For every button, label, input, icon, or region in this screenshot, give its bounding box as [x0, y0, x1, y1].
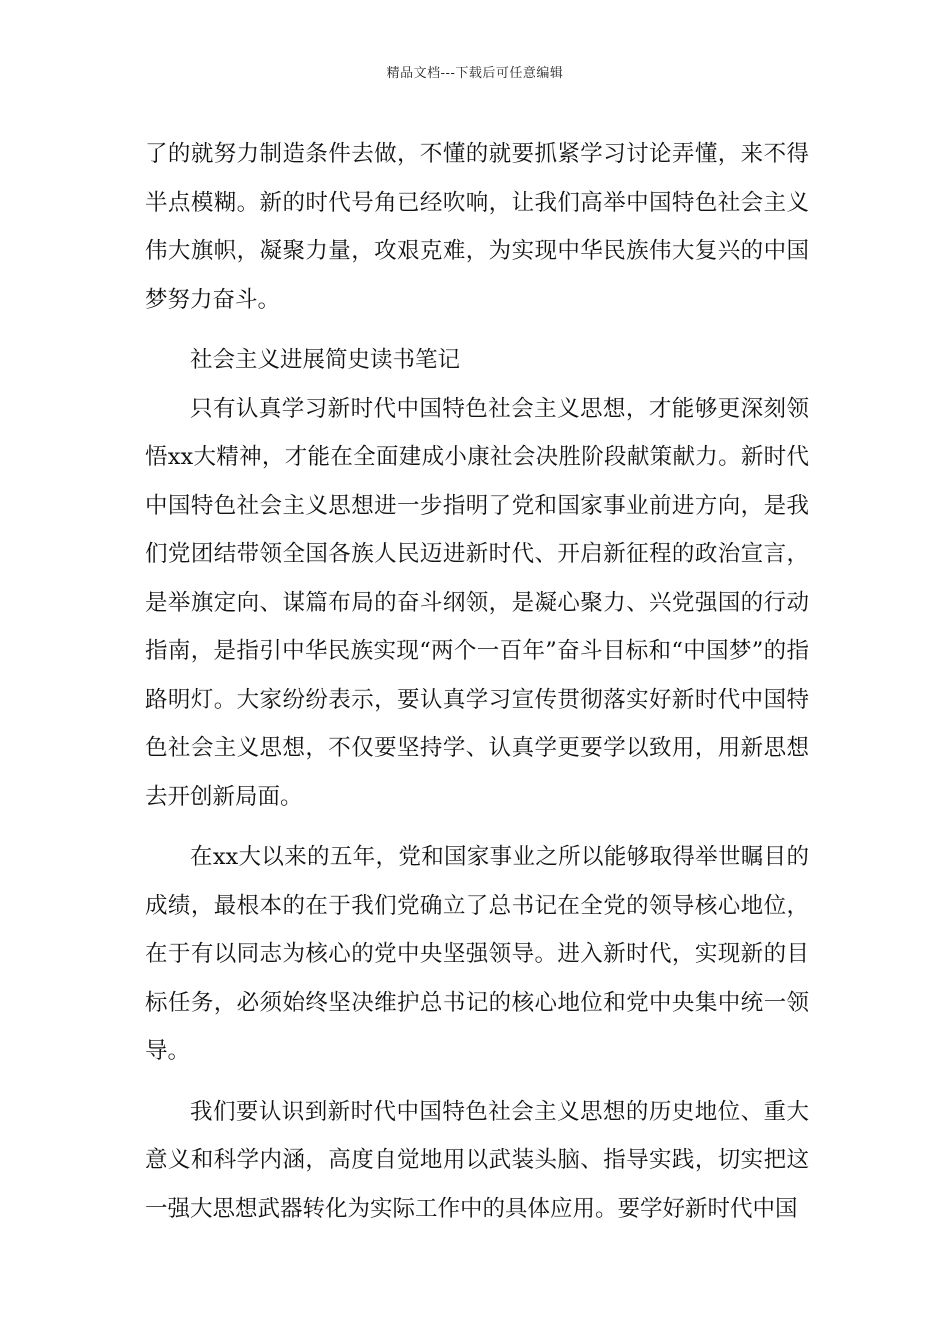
section-title: 社会主义进展简史读书笔记 [190, 347, 461, 373]
document-body [145, 130, 809, 1233]
paragraph: 在xx大以来的五年，党和国家事业之所以能够取得举世瞩目的成绩，最根本的在于我们党确立了总书记在全党的领导核心地位，在于有以同志为核心的党中央坚强领导。进入新时代，实现新的目标任务，必须始终坚决维护总书记的核心地位和党中央集中统一领导。 [145, 844, 809, 1064]
paragraph-continuation: 了的就努力制造条件去做，不懂的就要抓紧学习讨论弄懂，来不得半点模糊。新的时代号角已经吹响，让我们高举中国特色社会主义伟大旗帜，凝聚力量，攻艰克难，为实现中华民族伟大复兴的中国梦努力奋斗。 [145, 141, 809, 313]
paragraph: 我们要认识到新时代中国特色社会主义思想的历史地位、重大意义和科学内涵，高度自觉地用以武装头脑、指导实践，切实把这一强大思想武器转化为实际工作中的具体应用。要学好新时代中国 [145, 1098, 809, 1222]
paragraph: 只有认真学习新时代中国特色社会主义思想，才能够更深刻领悟xx大精神，才能在全面建成小康社会决胜阶段献策献力。新时代中国特色社会主义思想进一步指明了党和国家事业前进方向，是我们党团结带领全国各族人民迈进新时代、开启新征程的政治宣言，是举旗定向、谋篇布局的奋斗纲领，是凝心聚力、兴党强国的行动指南，是指引中华民族实现“两个一百年”奋斗目标和“中国梦”的指路明灯。大家纷纷表示，要认真学习宣传贯彻落实好新时代中国特色社会主义思想，不仅要坚持学、认真学更要学以致用，用新思想去开创新局面。 [145, 395, 809, 810]
page-header: 精品文档---下载后可任意编辑 [386, 66, 564, 81]
